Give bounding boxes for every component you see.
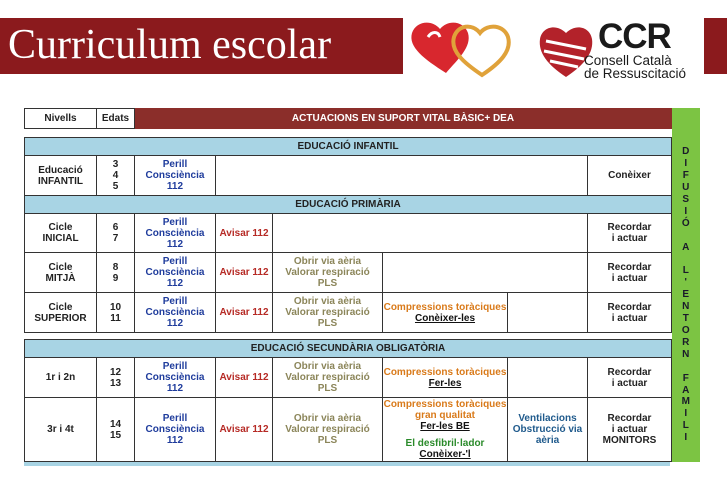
table-bottom-line (24, 462, 670, 466)
banner-right-strip (704, 18, 727, 74)
section-row-eso (25, 340, 700, 358)
section-row-primaria (25, 196, 700, 214)
perill-cell: Perill Consciència 112 (135, 156, 216, 196)
last-cell: Recordar i actuar (588, 253, 672, 293)
perill-cell: Perill Consciència 112 (135, 358, 216, 398)
compressions-cell: Compressions toràciques Conèixer-les (383, 293, 508, 333)
ventilacions-cell: Ventilacions Obstrucció via aèria (508, 398, 588, 462)
section-row-infantil (25, 138, 700, 156)
section-label: EDUCACIÓ INFANTIL (25, 138, 672, 156)
side-label-letter: N (682, 301, 690, 313)
side-label-letter (672, 361, 700, 373)
curriculum-table (24, 108, 700, 462)
side-label-letter: O (681, 325, 690, 337)
side-label-letter (672, 254, 700, 266)
perill-cell: Perill Consciència 112 (135, 253, 216, 293)
col-header-nivells: Nivells (25, 109, 97, 129)
empty-cell (508, 293, 588, 333)
side-label-letter: I (684, 158, 688, 170)
side-label-letter: U (682, 182, 690, 194)
table-row (25, 156, 700, 196)
side-label-letter: S (682, 194, 690, 206)
section-label: EDUCACIÓ SECUNDÀRIA OBLIGATÒRIA (25, 340, 672, 358)
avisar-cell: Avisar 112 (216, 398, 273, 462)
obrir-cell: Obrir via aèria Valorar respiració PLS (273, 398, 383, 462)
compressions-cell: Compressions toràciques Fer-les (383, 358, 508, 398)
ccr-subtitle: Consell Català de Ressuscitació (584, 53, 687, 81)
last-cell: Recordar i actuar (588, 358, 672, 398)
side-label-letter: L (682, 420, 689, 432)
compressions-cell: Compressions toràciques gran qualitat Fer-les BE El desfibril·lador Conèixer-'l (383, 399, 507, 460)
col-header-edats: Edats (97, 109, 135, 129)
side-label-letter: Ó (681, 217, 690, 229)
last-cell: Recordar i actuar (588, 293, 672, 333)
table-row (25, 398, 700, 462)
side-label-letter: L (682, 265, 689, 277)
side-label-letter: I (684, 205, 688, 217)
avisar-cell: Avisar 112 (216, 358, 273, 398)
empty-cell (508, 358, 588, 398)
side-label-letter: R (682, 336, 690, 348)
side-label-letter: I (684, 432, 688, 444)
ages-cell: 3 4 5 (97, 156, 135, 196)
section-label: EDUCACIÓ PRIMÀRIA (25, 196, 672, 214)
col-header-side (672, 109, 700, 129)
level-cell: Cicle MITJÀ (25, 253, 97, 293)
empty-cell (383, 253, 588, 293)
side-label-letter: I (684, 408, 688, 420)
obrir-cell: Obrir via aèria Valorar respiració PLS (273, 358, 383, 398)
perill-cell: Perill Consciència 112 (135, 293, 216, 333)
level-cell: Cicle INICIAL (25, 214, 97, 253)
table-row (25, 253, 700, 293)
col-header-actuacions: ACTUACIONS EN SUPORT VITAL BÀSIC+ DEA (135, 109, 672, 129)
ages-cell: 6 7 (97, 214, 135, 253)
perill-cell: Perill Consciència 112 (135, 398, 216, 462)
ccr-logo-text: CCR (598, 17, 671, 56)
hearts-logo-icon (406, 17, 516, 83)
page-title: Curriculum escolar (8, 22, 332, 68)
level-cell: 3r i 4t (25, 398, 97, 462)
side-label-letter: ' (684, 277, 687, 289)
obrir-cell: Obrir via aèria Valorar respiració PLS (273, 253, 383, 293)
side-label-letter: M (681, 396, 690, 408)
side-label-letter: T (682, 313, 689, 325)
ages-cell: 14 15 (97, 398, 135, 462)
empty-cell (216, 156, 588, 196)
ages-cell: 12 13 (97, 358, 135, 398)
level-cell: Educació INFANTIL (25, 156, 97, 196)
obrir-cell: Obrir via aèria Valorar respiració PLS (273, 293, 383, 333)
side-label-letter: A (682, 241, 690, 253)
side-label-difusio (672, 129, 700, 462)
table-header-row (25, 109, 700, 129)
level-cell: Cicle SUPERIOR (25, 293, 97, 333)
last-cell: Conèixer (588, 156, 672, 196)
table-row (25, 358, 700, 398)
side-label-letter: F (682, 170, 689, 182)
avisar-cell: Avisar 112 (216, 214, 273, 253)
side-label-letter: F (682, 372, 689, 384)
last-cell: Recordar i actuar MONITORS (588, 398, 672, 462)
side-label-letter: D (682, 146, 690, 158)
last-cell: Recordar i actuar (588, 214, 672, 253)
ages-cell: 8 9 (97, 253, 135, 293)
avisar-cell: Avisar 112 (216, 253, 273, 293)
empty-cell (273, 214, 588, 253)
perill-cell: Perill Consciència 112 (135, 214, 216, 253)
side-label-letter: E (682, 289, 690, 301)
side-label-letter: N (682, 348, 690, 360)
side-label-letter (672, 230, 700, 242)
ages-cell: 10 11 (97, 293, 135, 333)
title-banner (0, 18, 403, 74)
table-row (25, 293, 700, 333)
level-cell: 1r i 2n (25, 358, 97, 398)
side-label-letter: A (682, 384, 690, 396)
avisar-cell: Avisar 112 (216, 293, 273, 333)
table-row (25, 214, 700, 253)
